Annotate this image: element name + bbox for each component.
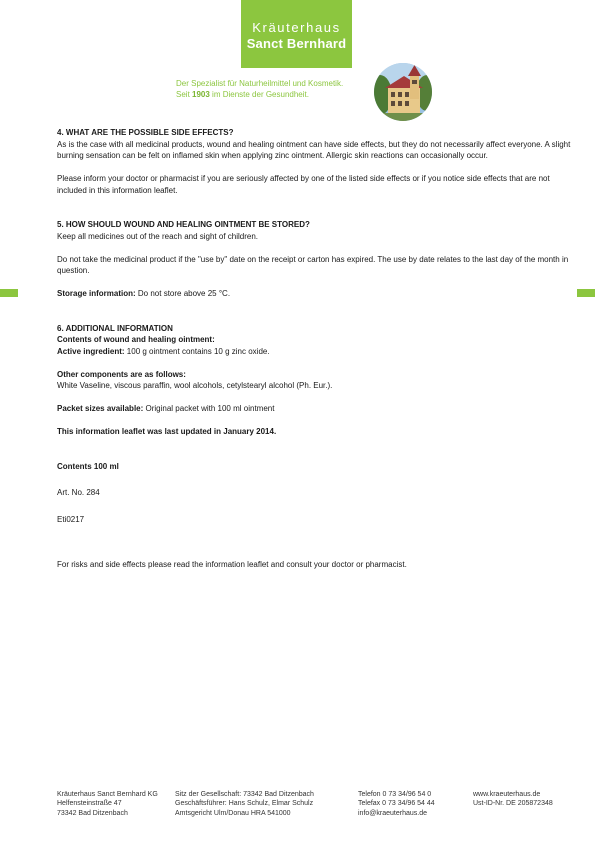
storage-label: Storage information:	[57, 289, 136, 298]
section4-para2: Please inform your doctor or pharmacist if you are seriously affected by one of the listed side effects or if you notice side effects that are not included in this information leaflet.	[57, 174, 550, 195]
active-label: Active ingredient:	[57, 346, 125, 356]
building-photo-image	[374, 63, 432, 121]
brand-logo	[241, 0, 352, 68]
eti-code: Eti0217	[57, 514, 85, 524]
section4-heading: 4. WHAT ARE THE POSSIBLE SIDE EFFECTS?	[57, 128, 234, 137]
section5-heading: 5. HOW SHOULD WOUND AND HEALING OINTMENT BE STORED?	[57, 220, 310, 229]
brand-tagline	[176, 79, 376, 100]
footer-company: Kräuterhaus Sanct Bernhard KG Helfensteinstraße 47 73342 Bad Ditzenbach	[57, 791, 158, 817]
tagline-line2: Seit 1903 im Dienste der Gesundheit.	[176, 89, 309, 99]
section4-para1: As is the case with all medicinal products, wound and healing ointment can have side effects, but they do not necessarily affect everyone. A slight burning sensation can be felt on inflamed skin when applying zinc ointment. Allergic skin reactions can occasionally occur.	[57, 139, 571, 160]
article-number: Art. No. 284	[57, 488, 100, 497]
active-value: 100 g ointment contains 10 g zinc oxide.	[124, 346, 270, 356]
storage-value: Do not store above 25 °C.	[135, 289, 231, 298]
fold-mark-right	[577, 289, 595, 297]
active-ingredient	[57, 346, 572, 358]
building-photo	[374, 63, 432, 121]
brand-name-line2: Sanct Bernhard	[246, 36, 347, 51]
section5-para1: Keep all medicines out of the reach and sight of children.	[57, 231, 259, 241]
packet-label: Packet sizes available:	[57, 404, 144, 413]
footer-contact: Telefon 0 73 34/96 54 0 Telefax 0 73 34/96 54 44 info@kraeuterhaus.de	[358, 791, 435, 817]
packet-sizes	[57, 403, 572, 415]
section6-heading: 6. ADDITIONAL INFORMATION	[57, 323, 173, 333]
risks-notice: For risks and side effects please read the information leaflet and consult your doctor or pharmacist.	[57, 560, 407, 569]
fold-mark-left	[0, 289, 18, 297]
contents-heading: Contents of wound and healing ointment:	[57, 335, 215, 344]
storage-info	[57, 288, 572, 300]
footer-registration: Sitz der Gesellschaft: 73342 Bad Ditzenbach Geschäftsführer: Hans Schulz, Elmar Schulz Amtsgericht Ulm/Donau HRA 541000	[175, 791, 314, 817]
contents-volume: Contents 100 ml	[57, 461, 119, 471]
last-updated: This information leaflet was last updated in January 2014.	[57, 427, 277, 436]
section5-para2: Do not take the medicinal product if the "use by" date on the receipt or carton has expired. The use by date relates to the last day of the month in question.	[57, 254, 569, 275]
other-components: White Vaseline, viscous paraffin, wool alcohols, cetylstearyl alcohol (Ph. Eur.).	[57, 381, 333, 390]
leaflet-content	[57, 127, 572, 571]
footer-web: www.kraeuterhaus.de Ust-ID-Nr. DE 205872348	[473, 791, 553, 808]
tagline-line1: Der Spezialist für Naturheilmittel und Kosmetik.	[176, 79, 344, 88]
packet-value: Original packet with 100 ml ointment	[143, 404, 275, 413]
tagline-year: 1903	[192, 89, 210, 99]
other-components-heading: Other components are as follows:	[57, 369, 186, 379]
brand-name-line1: Kräuterhaus	[252, 20, 341, 35]
